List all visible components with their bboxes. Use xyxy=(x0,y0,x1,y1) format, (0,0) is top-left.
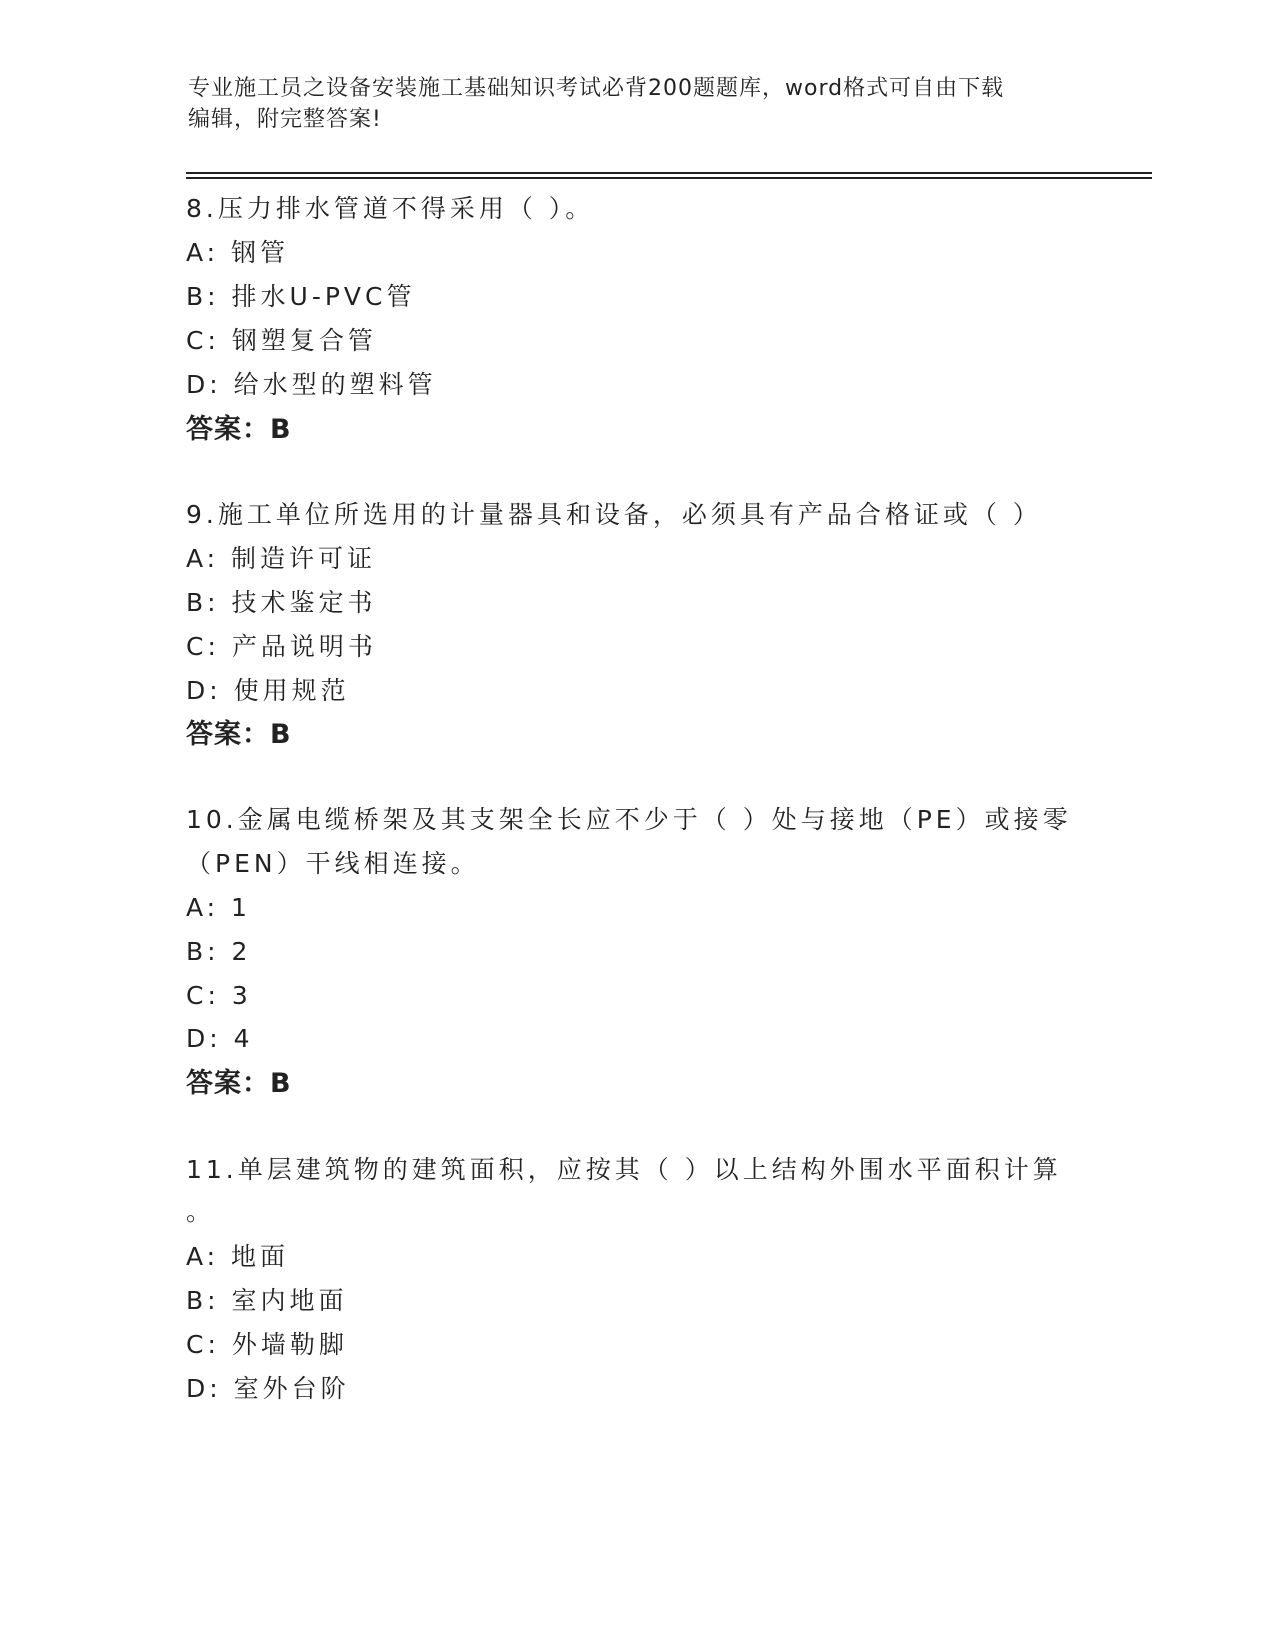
question-8-answer: 答案：B xyxy=(186,414,292,445)
question-10-option-b: B: 2 xyxy=(186,937,252,966)
question-9-option-b: B: 技术鉴定书 xyxy=(186,588,377,617)
question-9-option-a: A: 制造许可证 xyxy=(186,544,377,573)
question-10-option-a: A: 1 xyxy=(186,893,251,922)
question-8-option-d: D: 给水型的塑料管 xyxy=(186,370,437,399)
question-8-option-c: C: 钢塑复合管 xyxy=(186,326,377,355)
question-11-option-c: C: 外墙勒脚 xyxy=(186,1330,348,1359)
question-11-stem-continued: 。 xyxy=(186,1197,216,1226)
question-9-answer: 答案：B xyxy=(186,719,292,750)
question-11-stem: 11.单层建筑物的建筑面积，应按其（ ）以上结构外围水平面积计算 xyxy=(186,1155,1062,1184)
document-header-line-1: 专业施工员之设备安装施工基础知识考试必背200题题库，word格式可自由下载 xyxy=(188,76,1005,101)
document-header-line-2: 编辑，附完整答案! xyxy=(188,107,382,132)
question-9-option-d: D: 使用规范 xyxy=(186,676,350,705)
question-11-option-a: A: 地面 xyxy=(186,1242,290,1271)
question-11-option-d: D: 室外台阶 xyxy=(186,1374,350,1403)
question-10-option-c: C: 3 xyxy=(186,981,252,1010)
question-9-option-c: C: 产品说明书 xyxy=(186,632,377,661)
question-10-answer: 答案：B xyxy=(186,1068,292,1099)
question-10-stem-continued: （PEN）干线相连接。 xyxy=(186,849,480,878)
header-divider-bottom xyxy=(186,177,1152,179)
question-10-stem: 10.金属电缆桥架及其支架全长应不少于（ ）处与接地（PE）或接零 xyxy=(186,805,1072,834)
question-11-option-b: B: 室内地面 xyxy=(186,1286,348,1315)
question-8-option-a: A: 钢管 xyxy=(186,238,290,267)
question-8-option-b: B: 排水U-PVC管 xyxy=(186,282,416,311)
question-8-stem: 8.压力排水管道不得采用（ ）。 xyxy=(186,194,595,223)
question-10-option-d: D: 4 xyxy=(186,1024,254,1053)
question-9-stem: 9.施工单位所选用的计量器具和设备，必须具有产品合格证或（ ） xyxy=(186,500,1042,529)
header-divider-top xyxy=(186,172,1152,174)
